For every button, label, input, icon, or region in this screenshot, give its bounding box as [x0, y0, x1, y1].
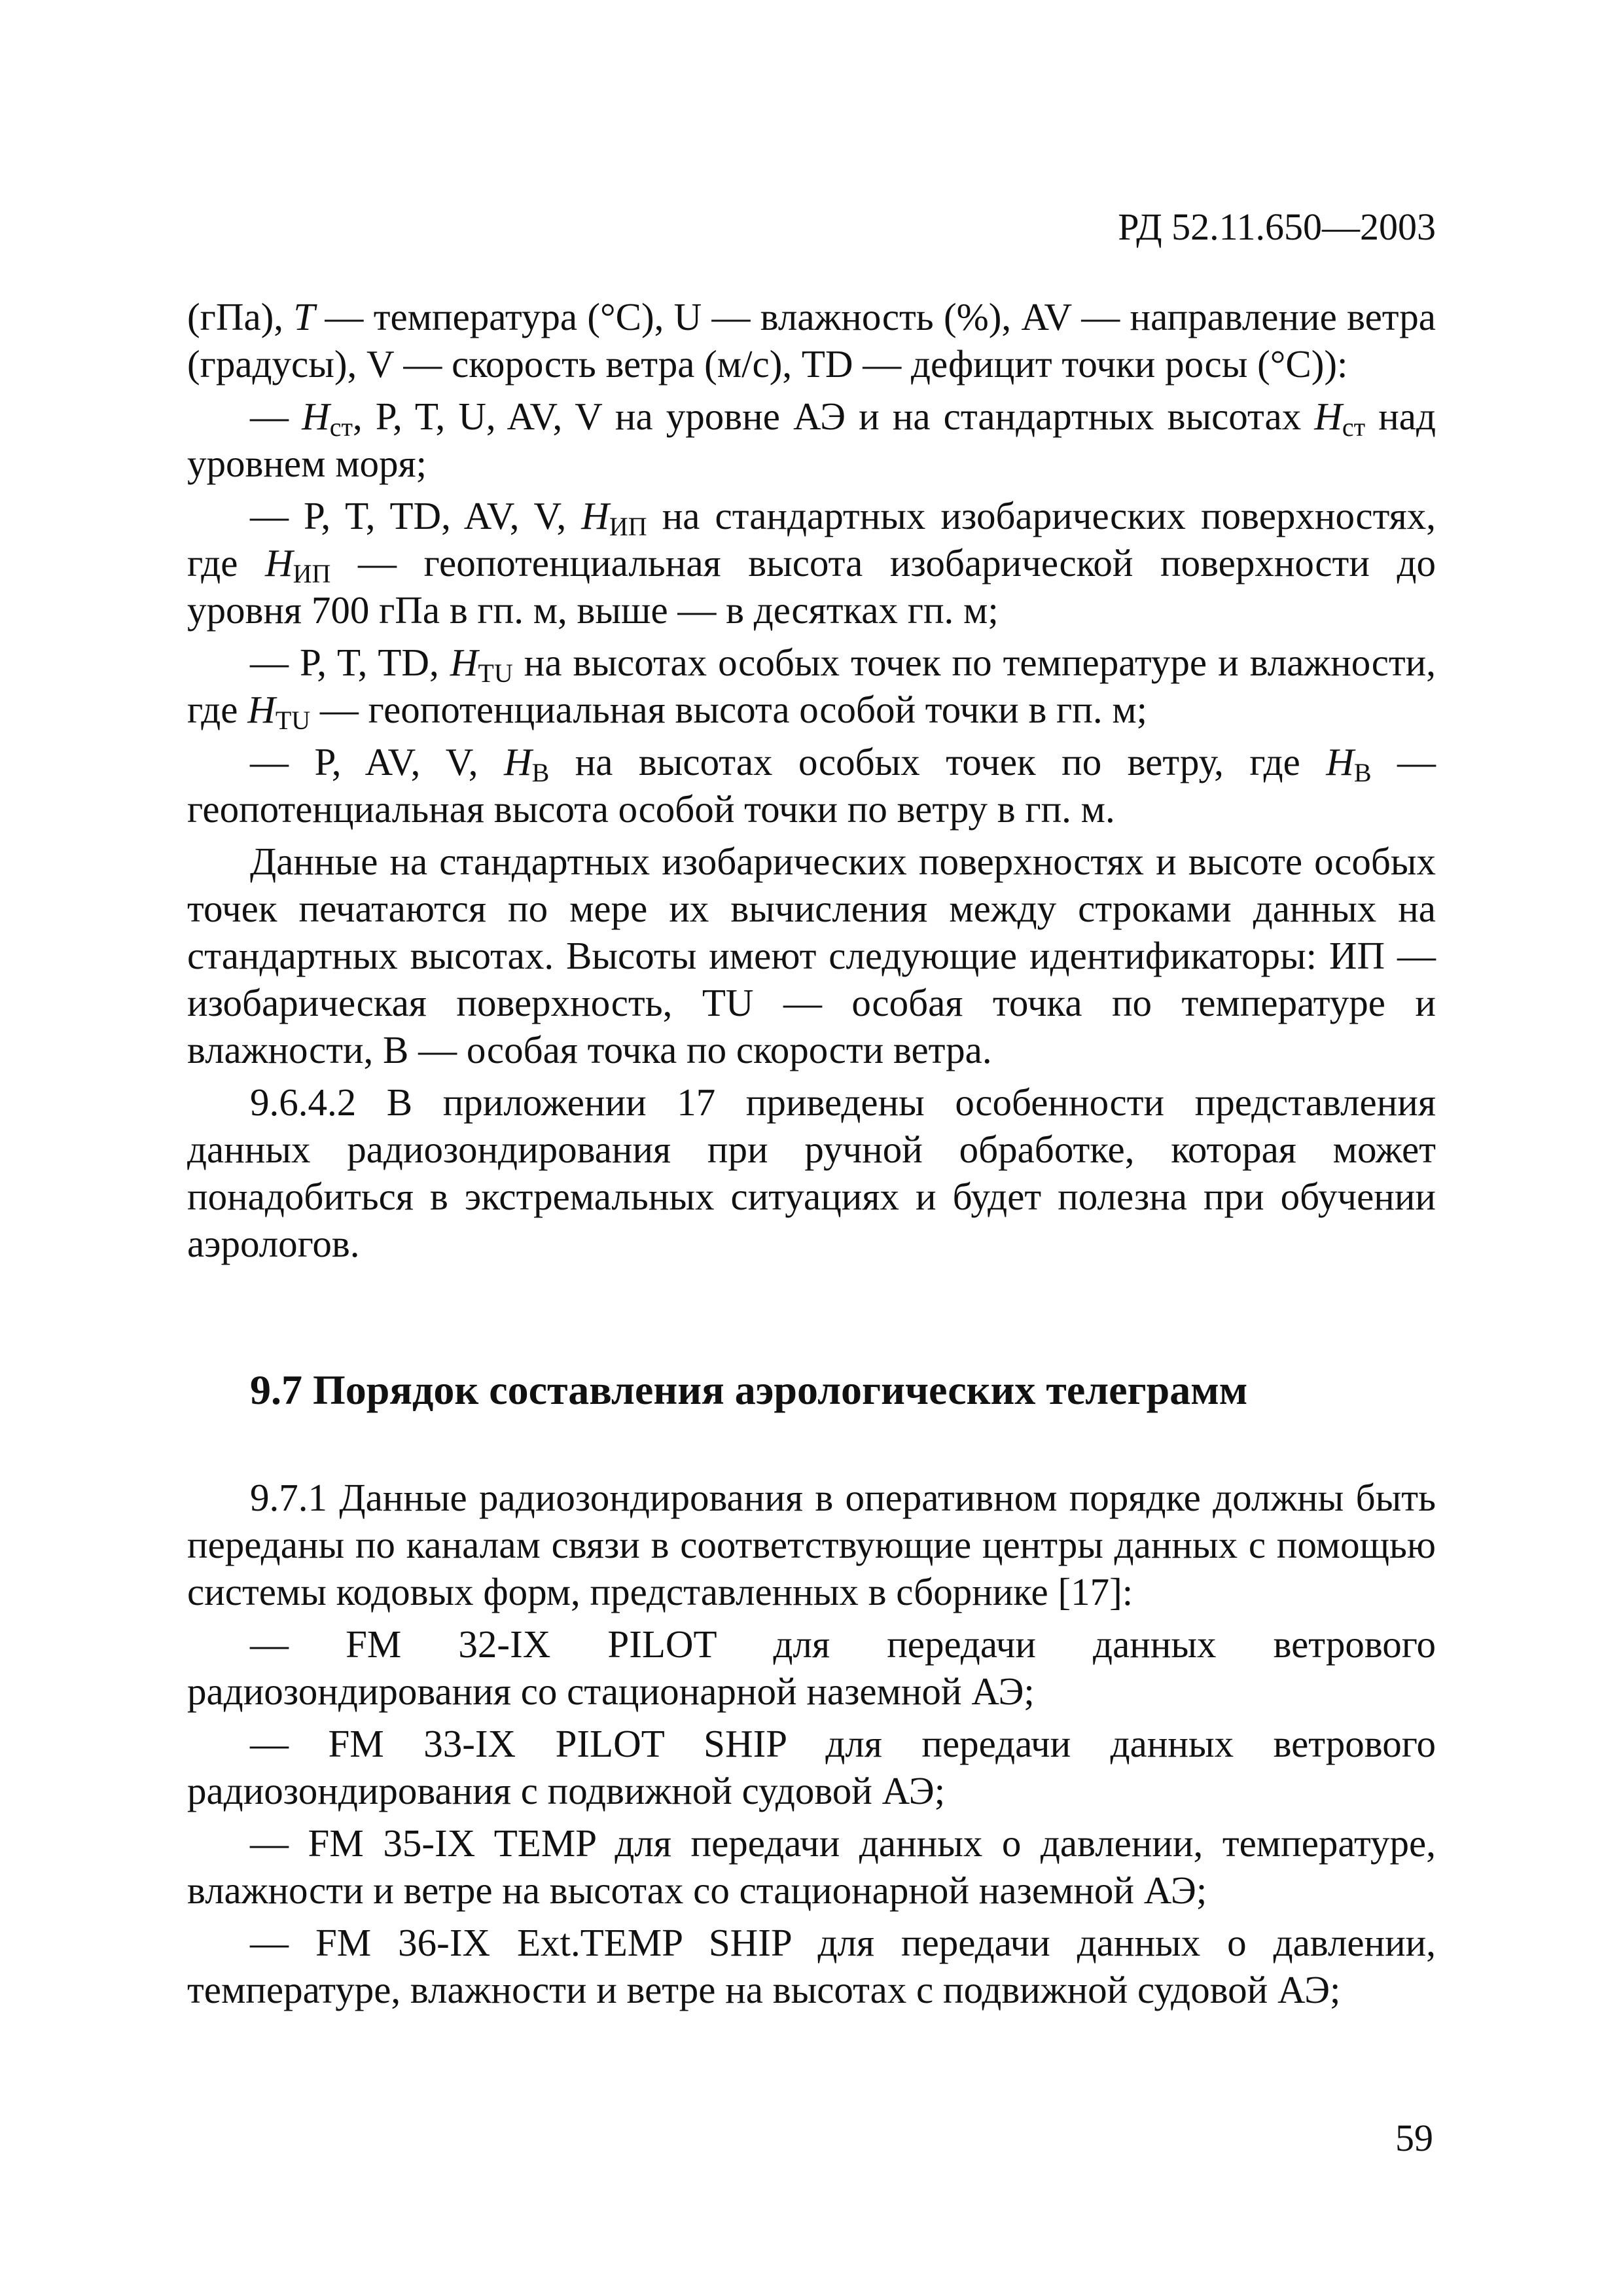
- page-body: [187, 293, 1436, 2013]
- symbol-H: H: [450, 641, 478, 684]
- symbol-H: H: [581, 494, 609, 537]
- list-item-temperature-points: [187, 639, 1436, 733]
- symbol-H: H: [503, 740, 532, 783]
- list-item-isobaric-surfaces: [187, 492, 1436, 634]
- symbol-H: H: [247, 688, 276, 731]
- text-run: , P, T, U, AV, V на уровне АЭ и на стандартных высотах: [352, 395, 1315, 438]
- text-run: — температура (°C), U — влажность (%), AV — направление ветра (градусы), V — скорость ветра (м/с), TD — дефицит точки росы (°C)):: [187, 295, 1436, 386]
- text-run: — геопотенциальная высота изобарической поверхности до уровня 700 гПа в гп. м, выше — в десятках гп. м;: [187, 541, 1436, 632]
- text-run: на стандартных изобарических поверхностях, где: [187, 494, 1436, 584]
- subscript: TU: [275, 706, 311, 735]
- text-run: — геопотенциальная высота особой точки в гп. м;: [310, 688, 1148, 731]
- paragraph-identifiers: Данные на стандартных изобарических поверхностях и высоте особых точек печатаются по мере их вычисления между строками данных на стандартных высотах. Высоты имеют следующие идентификаторы: ИП — изобарическая поверхность, TU — особая точка по температуре и влажности, B — особая точка по скорости ветра.: [187, 840, 1436, 1071]
- subscript: ИП: [609, 512, 647, 541]
- subscript: ст: [1342, 412, 1366, 442]
- text-run: — P, T, TD, AV, V,: [250, 494, 582, 537]
- text-run: (гПа),: [187, 295, 294, 338]
- list-item: — FM 33-IX PILOT SHIP для передачи данных ветрового радиозондирования с подвижной судовой АЭ;: [187, 1722, 1436, 1812]
- symbol-H: H: [1314, 395, 1342, 438]
- subscript: B: [531, 758, 550, 787]
- symbol-T: T: [293, 295, 315, 338]
- text-run: — P, AV, V,: [250, 740, 504, 783]
- document-code-header: РД 52.11.650—2003: [1118, 206, 1436, 248]
- text-run: — геопотенциальная высота особой точки по ветру в гп. м.: [187, 740, 1436, 831]
- symbol-H: H: [302, 395, 330, 438]
- page-number: 59: [1395, 2117, 1433, 2159]
- paragraph-9-6-4-2: 9.6.4.2 В приложении 17 приведены особенности представления данных радиозондирования при ручной обработке, которая может понадобиться в экстремальных ситуациях и будет полезна при обучении аэрологов.: [187, 1081, 1436, 1265]
- symbol-H: H: [1326, 740, 1354, 783]
- paragraph-units: [187, 293, 1436, 387]
- text-run: над уровнем моря;: [187, 395, 1436, 485]
- list-item: — FM 36-IX Ext.TEMP SHIP для передачи данных о давлении, температуре, влажности и ветре на высотах с подвижной судовой АЭ;: [187, 1921, 1436, 2011]
- subscript: ИП: [293, 559, 331, 588]
- paragraph-9-7-1: 9.7.1 Данные радиозондирования в оперативном порядке должны быть переданы по каналам связи в соответствующие центры данных с помощью системы кодовых форм, представленных в сборнике [17]:: [187, 1476, 1436, 1613]
- list-item: — FM 32-IX PILOT для передачи данных ветрового радиозондирования со стационарной наземной АЭ;: [187, 1623, 1436, 1713]
- subscript: B: [1353, 758, 1372, 787]
- symbol-H: H: [265, 541, 293, 584]
- subscript: ст: [329, 412, 353, 442]
- section-heading: 9.7 Порядок составления аэрологических телеграмм: [250, 1367, 1248, 1413]
- text-run: на высотах особых точек по ветру, где: [549, 740, 1327, 783]
- list-item: — FM 35-IX TEMP для передачи данных о давлении, температуре, влажности и ветре на высотах со стационарной наземной АЭ;: [187, 1821, 1436, 1912]
- text-run: —: [250, 395, 302, 438]
- list-item-wind-points: [187, 738, 1436, 833]
- list-item-standard-heights: [187, 393, 1436, 487]
- text-run: на высотах особых точек по температуре и влажности, где: [187, 641, 1436, 731]
- subscript: TU: [478, 658, 513, 688]
- text-run: — P, T, TD,: [250, 641, 450, 684]
